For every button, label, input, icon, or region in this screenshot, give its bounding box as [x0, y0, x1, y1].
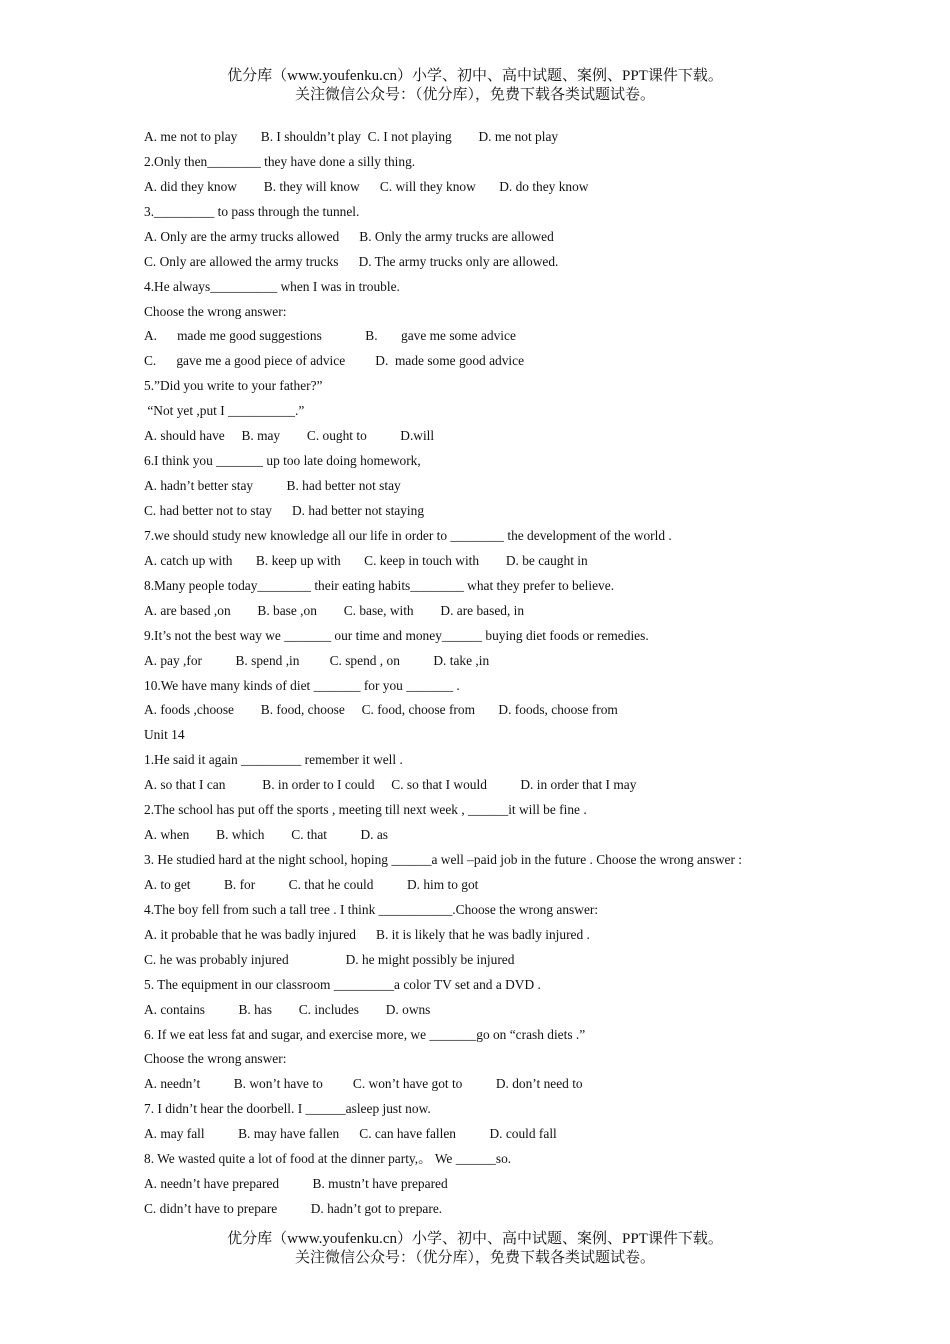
text-line: 2.Only then________ they have done a silly thing.	[144, 153, 416, 169]
text-line: A. made me good suggestions B. gave me some advice	[144, 328, 516, 344]
text-line: C. he was probably injured D. he might possibly be injured	[144, 951, 515, 967]
text-line: A. did they know B. they will know C. will they know D. do they know	[144, 178, 589, 194]
text-line: 5.”Did you write to your father?”	[144, 378, 323, 394]
text-line: A. it probable that he was badly injured B. it is likely that he was badly injured .	[144, 926, 590, 942]
text-line: A. Only are the army trucks allowed B. Only the army trucks are allowed	[144, 228, 554, 244]
text-line: A. me not to play B. I shouldn’t play C. I not playing D. me not play	[144, 129, 559, 144]
text-line: A. catch up with B. keep up with C. keep in touch with D. be caught in	[144, 552, 588, 568]
footer-line-1: 优分库（www.youfenku.cn）小学、初中、高中试题、案例、PPT课件下载。	[227, 1231, 723, 1247]
text-line: 4.He always__________ when I was in trouble.	[144, 278, 400, 294]
text-line: 8.Many people today________ their eating habits________ what they prefer to believe.	[144, 577, 615, 593]
text-line: A. contains B. has C. includes D. owns	[144, 1001, 431, 1017]
text-line: 6. If we eat less fat and sugar, and exercise more, we _______go on “crash diets .”	[144, 1026, 586, 1042]
text-line: 2.The school has put off the sports , meeting till next week , ______it will be fine .	[144, 802, 587, 818]
footer-line-2: 关注微信公众号：（优分库），免费下载各类试题试卷。	[294, 1250, 655, 1266]
text-line: C. gave me a good piece of advice D. made some good advice	[144, 353, 525, 369]
text-line: 10.We have many kinds of diet _______ for you _______ .	[144, 677, 460, 693]
header-line-2: 关注微信公众号：（优分库），免费下载各类试题试卷。	[294, 87, 655, 103]
text-line: 7.we should study new knowledge all our life in order to ________ the development of the world .	[144, 527, 672, 543]
text-line: A. foods ,choose B. food, choose C. food, choose from D. foods, choose from	[144, 702, 618, 718]
text-line: A. to get B. for C. that he could D. him to got	[144, 876, 479, 892]
text-line: “Not yet ,put I __________.”	[144, 403, 305, 419]
text-line: 5. The equipment in our classroom _________a color TV set and a DVD .	[144, 976, 541, 992]
text-line: A. when B. which C. that D. as	[144, 827, 388, 842]
text-line: A. needn’t have prepared B. mustn’t have prepared	[144, 1176, 448, 1192]
text-line: A. may fall B. may have fallen C. can have fallen D. could fall	[144, 1126, 557, 1142]
page-header	[0, 67, 950, 105]
text-line: A. pay ,for B. spend ,in C. spend , on D. take ,in	[144, 652, 490, 668]
text-line: A. hadn’t better stay B. had better not stay	[144, 478, 401, 493]
header-line-1: 优分库（www.youfenku.cn）小学、初中、高中试题、案例、PPT课件下载。	[227, 68, 723, 84]
text-line: 3._________ to pass through the tunnel.	[144, 203, 360, 219]
text-line: 1.He said it again _________ remember it well .	[144, 752, 403, 768]
text-line: A. should have B. may C. ought to D.will	[144, 428, 435, 444]
text-line: 3. He studied hard at the night school, hoping ______a well –paid job in the future . Choose the wrong answer :	[144, 852, 743, 867]
text-line: Choose the wrong answer:	[144, 303, 287, 319]
page-footer	[0, 1230, 950, 1268]
text-line: 7. I didn’t hear the doorbell. I ______asleep just now.	[144, 1101, 431, 1117]
text-line: 6.I think you _______ up too late doing homework,	[144, 453, 421, 469]
text-line: 4.The boy fell from such a tall tree . I think ___________.Choose the wrong answer:	[144, 901, 599, 917]
text-line: 8. We wasted quite a lot of food at the dinner party,。 We ______so.	[144, 1151, 512, 1167]
text-line: C. had better not to stay D. had better not staying	[144, 502, 425, 518]
text-line: A. needn’t B. won’t have to C. won’t have got to D. don’t need to	[144, 1076, 583, 1092]
text-line: Choose the wrong answer:	[144, 1051, 287, 1067]
text-line: 9.It’s not the best way we _______ our time and money______ buying diet foods or remedies.	[144, 627, 649, 643]
text-line: C. didn’t have to prepare D. hadn’t got to prepare.	[144, 1201, 443, 1216]
text-line: A. are based ,on B. base ,on C. base, with D. are based, in	[144, 602, 525, 618]
text-line: C. Only are allowed the army trucks D. The army trucks only are allowed.	[144, 253, 559, 269]
text-line: Unit 14	[144, 727, 185, 743]
text-line: A. so that I can B. in order to I could C. so that I would D. in order that I may	[144, 777, 637, 793]
